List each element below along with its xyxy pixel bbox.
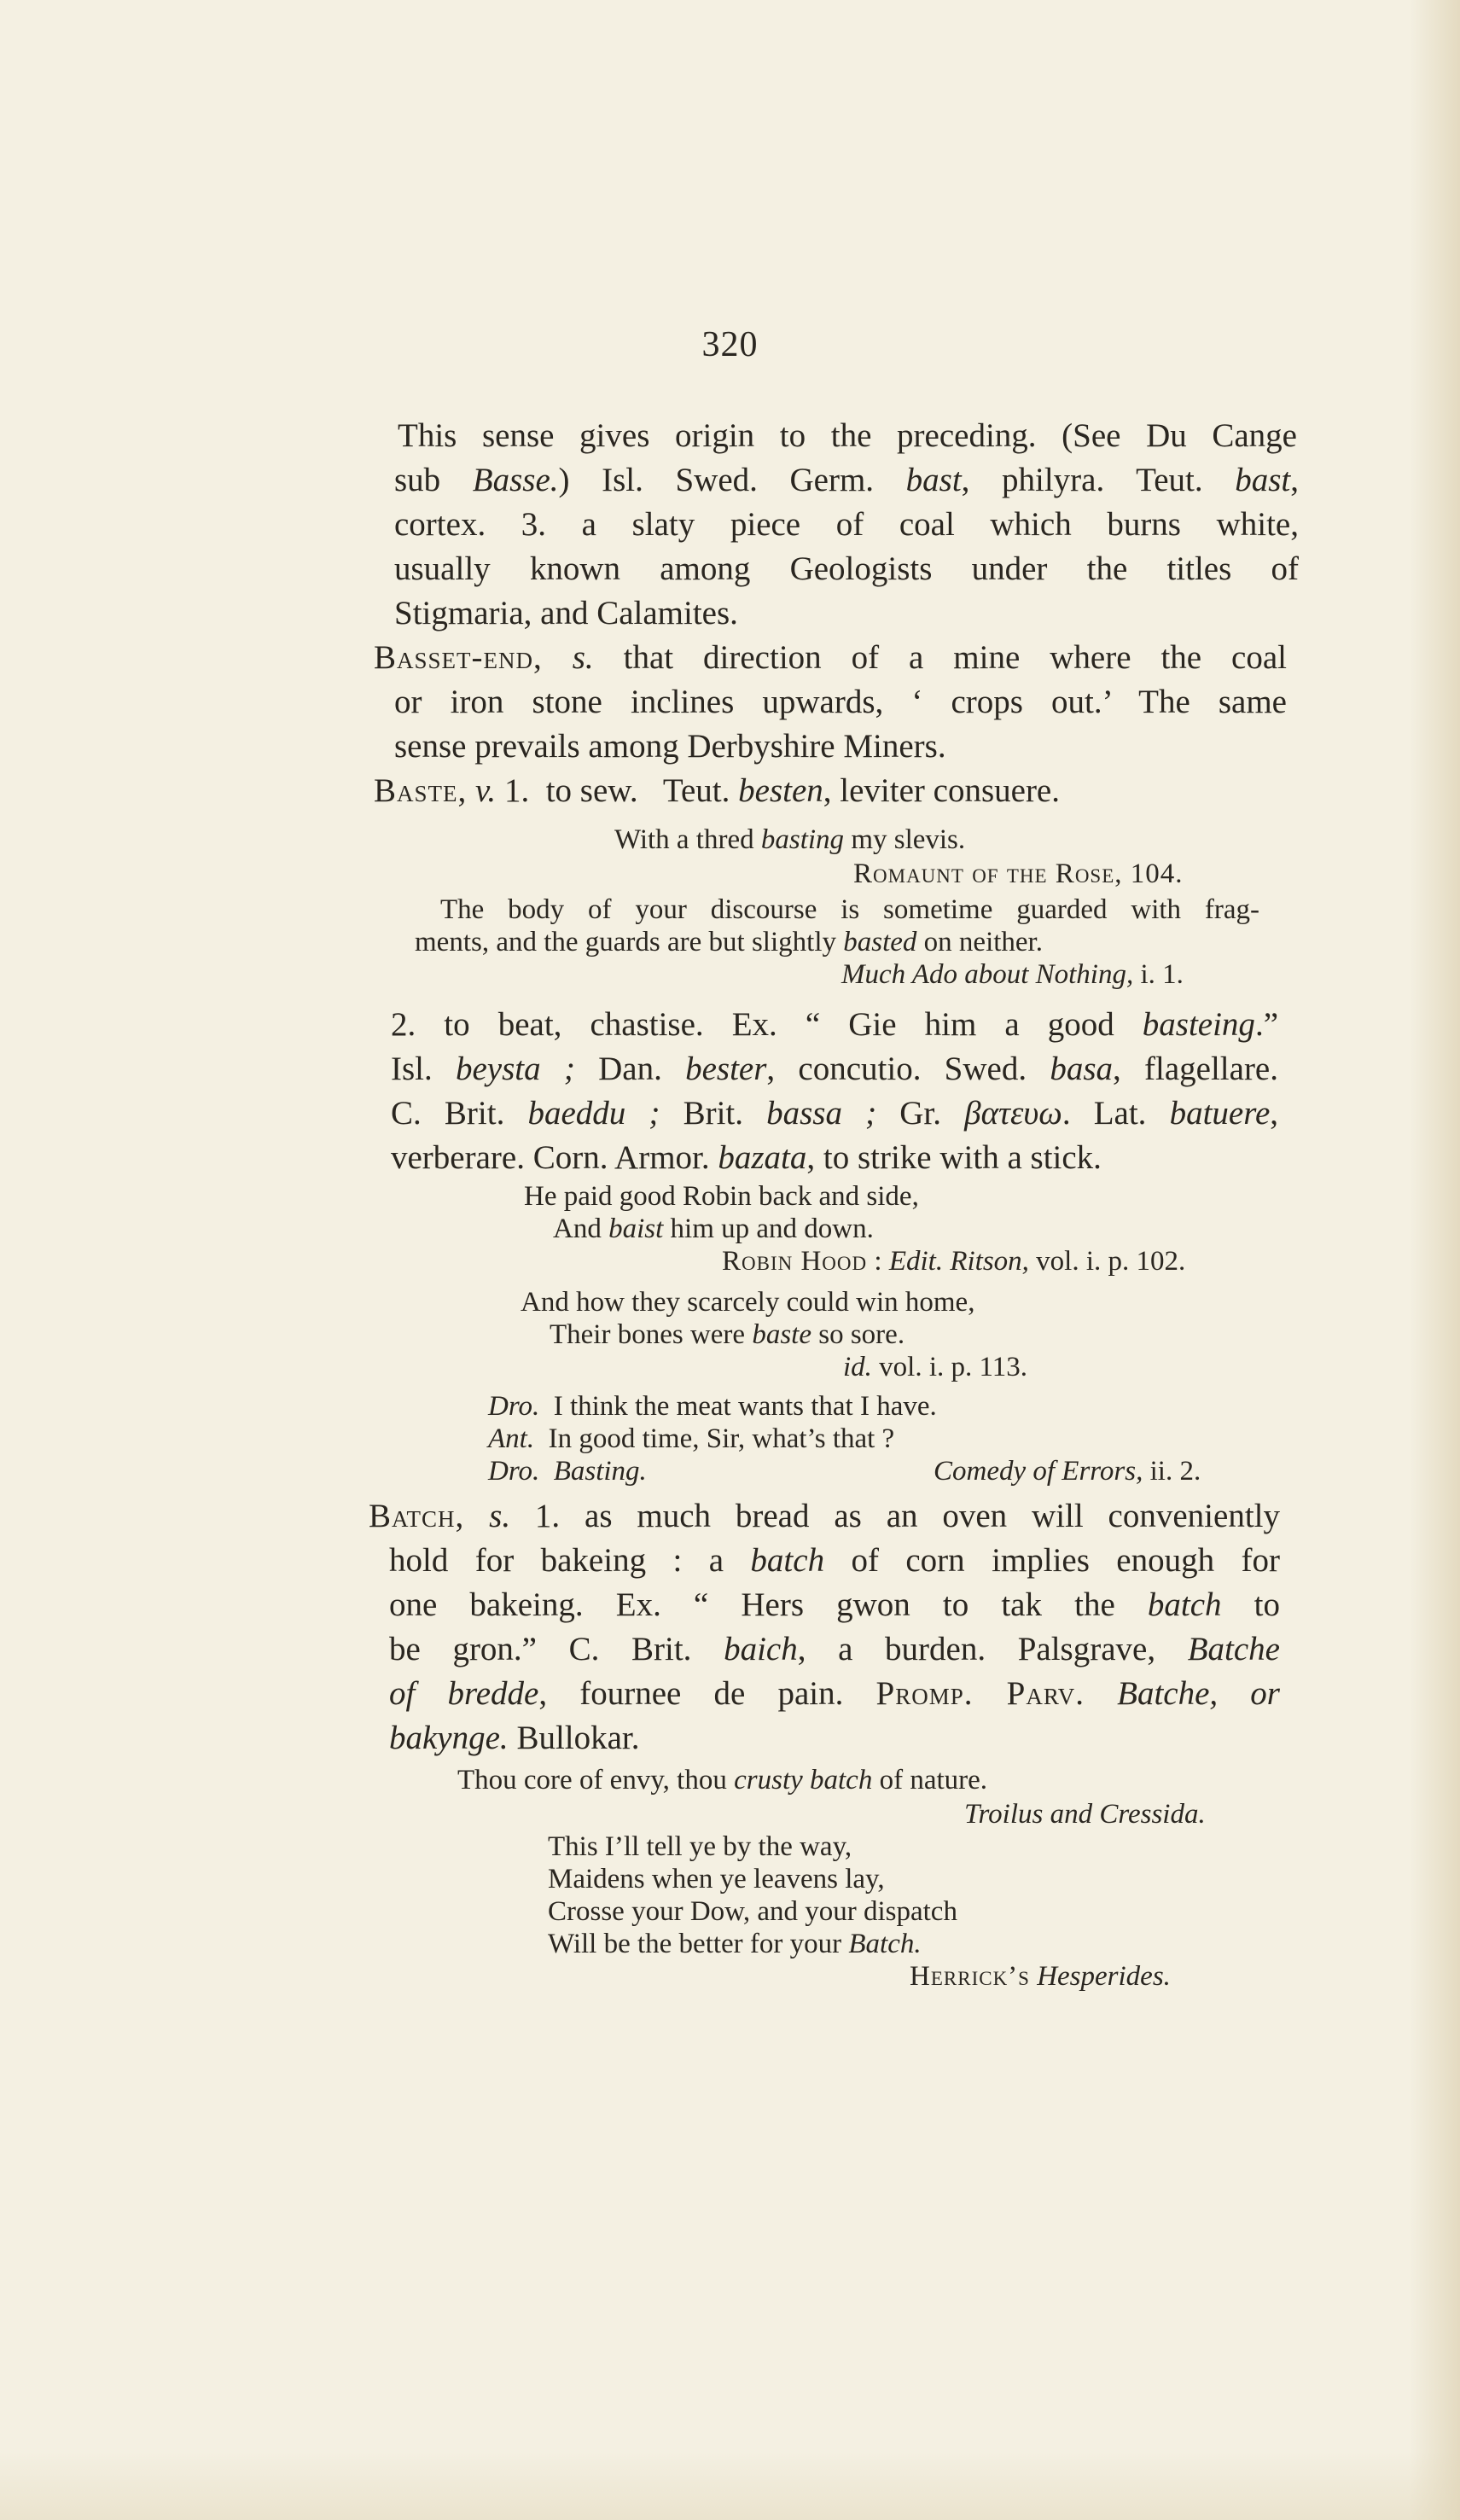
text-line: or iron stone inclines upwards, ‘ crops out.’ The same — [394, 684, 1287, 720]
text-line: Isl. beysta ; Dan. bester, concutio. Swed. basa, flagellare. — [391, 1050, 1278, 1087]
quote-line: Their bones were baste so sore. — [550, 1319, 905, 1350]
quote-line: And baist him up and down. — [553, 1213, 874, 1244]
quote-source: Herrick’s Hesperides. — [910, 1961, 1171, 1992]
quote-line: With a thred basting my slevis. — [614, 824, 966, 855]
entry-batch: Batch, s. 1. as much bread as an oven will conveniently — [369, 1498, 1280, 1534]
text-line: Stigmaria, and Calamites. — [394, 595, 738, 631]
entry-basset-end: Basset-end, s. that direction of a mine where the coal — [374, 639, 1287, 676]
quote-line: Will be the better for your Batch. — [548, 1929, 922, 1959]
dialogue-line: Dro. Basting. — [488, 1456, 647, 1487]
headword: Baste, — [374, 772, 468, 809]
text-line: of bredde, fournee de pain. Promp. Parv. Batche, or — [389, 1675, 1280, 1712]
text-line: 2. to beat, chastise. Ex. “ Gie him a good basteing.” — [391, 1006, 1278, 1043]
text-line: verberare. Corn. Armor. bazata, to strike with a stick. — [391, 1139, 1102, 1176]
dialogue-line: Ant. In good time, Sir, what’s that ? — [488, 1423, 895, 1454]
quote-source: id. vol. i. p. 113. — [843, 1352, 1028, 1382]
quote-line: This I’ll tell ye by the way, — [548, 1831, 852, 1862]
quote-line: Thou core of envy, thou crusty batch of nature. — [457, 1765, 988, 1795]
text-line: bakynge. Bullokar. — [389, 1720, 640, 1756]
quote-line: ments, and the guards are but slightly basted on neither. — [415, 927, 1043, 957]
text-line: sense prevails among Derbyshire Miners. — [394, 728, 946, 765]
quote-line: Crosse your Dow, and your dispatch — [548, 1896, 957, 1927]
quote-source: Comedy of Errors, ii. 2. — [934, 1456, 1201, 1487]
headword: Batch, — [369, 1498, 465, 1534]
page-number: 320 — [701, 325, 759, 364]
text-line: one bakeing. Ex. “ Hers gwon to tak the batch to — [389, 1586, 1280, 1623]
quote-source: Robin Hood : Edit. Ritson, vol. i. p. 102. — [722, 1246, 1186, 1277]
text-line: C. Brit. baeddu ; Brit. bassa ; Gr. βατευω. Lat. batuere, — [391, 1095, 1278, 1132]
quote-line: And how they scarcely could win home, — [521, 1287, 975, 1318]
text-line: cortex. 3. a slaty piece of coal which burns white, — [394, 506, 1299, 543]
page-edge-shading — [1409, 0, 1460, 2520]
text-line: be gron.” C. Brit. baich, a burden. Palsgrave, Batche — [389, 1631, 1280, 1667]
text-line: This sense gives origin to the preceding. (See Du Cange — [398, 417, 1297, 454]
quote-line: The body of your discourse is sometime guarded with frag- — [440, 894, 1259, 925]
text-line: hold for bakeing : a batch of corn implies enough for — [389, 1542, 1280, 1579]
page-bottom-shading — [0, 2452, 1460, 2520]
quote-source: Much Ado about Nothing, i. 1. — [841, 959, 1184, 990]
quote-source: Troilus and Cressida. — [964, 1799, 1206, 1830]
text-line: sub Basse.) Isl. Swed. Germ. bast, philyra. Teut. bast, — [394, 462, 1299, 498]
quote-line: Maidens when ye leavens lay, — [548, 1864, 885, 1894]
headword: Basset-end, — [374, 639, 543, 676]
quote-line: He paid good Robin back and side, — [524, 1181, 919, 1212]
dialogue-line: Dro. I think the meat wants that I have. — [488, 1391, 937, 1422]
text-line: usually known among Geologists under the titles of — [394, 550, 1299, 587]
entry-baste: Baste, v. 1. to sew. Teut. besten, leviter consuere. — [374, 772, 1060, 809]
quote-source: Romaunt of the Rose, 104. — [853, 858, 1184, 889]
